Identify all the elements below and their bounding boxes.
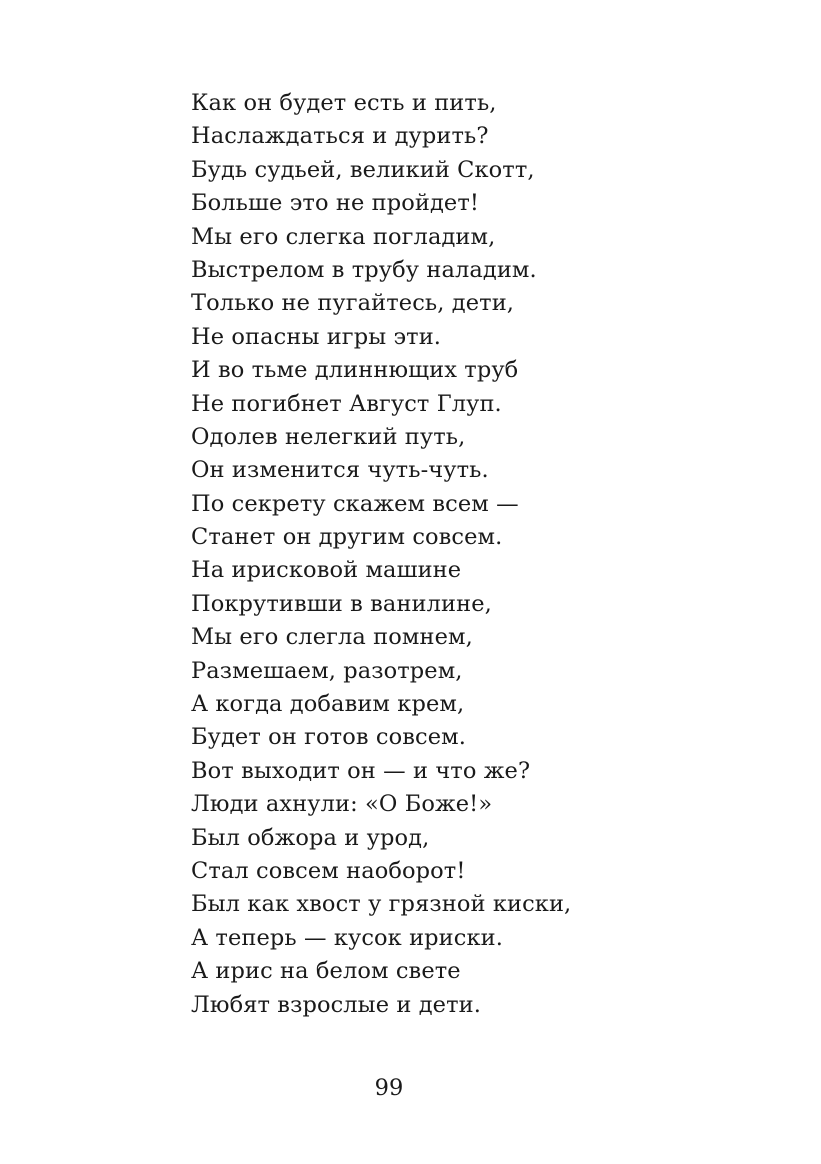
poem-line: Покрутивши в ванилине, [191, 590, 492, 617]
poem-line: Вот выходит он — и что же? [191, 757, 531, 784]
poem-line: Был как хвост у грязной киски, [191, 891, 572, 918]
poem-line: А ирис на белом свете [191, 958, 461, 985]
poem-line: Не опасны игры эти. [191, 323, 442, 350]
poem-line: А теперь — кусок ириски. [191, 924, 503, 951]
poem-line: Будет он готов совсем. [191, 724, 466, 751]
poem-line: Любят взрослые и дети. [191, 991, 481, 1018]
poem-line: Как он будет есть и пить, [191, 90, 497, 116]
poem-text [191, 87, 571, 1022]
poem-line: Размешаем, разотрем, [191, 657, 463, 684]
poem-line: Стал совсем наоборот! [191, 857, 466, 884]
poem-line: Больше это не пройдет! [191, 190, 480, 217]
poem-line: Станет он другим совсем. [191, 524, 503, 551]
poem-line: Наслаждаться и дурить? [191, 123, 489, 150]
poem-line: Не погибнет Август Глуп. [191, 390, 502, 417]
poem-line: Люди ахнули: «О Боже!» [191, 791, 493, 818]
poem-line: По секрету скажем всем — [191, 490, 519, 517]
poem-line: Был обжора и урод, [191, 824, 430, 851]
poem-line: А когда добавим крем, [191, 691, 465, 718]
poem-line: Одолев нелегкий путь, [191, 423, 466, 450]
poem-line: Выстрелом в трубу наладим. [191, 256, 537, 283]
poem-line: Только не пугайтесь, дети, [191, 290, 515, 317]
poem-line: И во тьме длиннющих труб [191, 357, 519, 384]
poem-line: Мы его слегла помнем, [191, 624, 473, 651]
poem-line: Мы его слегка погладим, [191, 223, 496, 250]
page-number: 99 [374, 1075, 404, 1101]
poem-line: Он изменится чуть-чуть. [191, 457, 489, 484]
poem-line: На ирисковой машине [191, 557, 462, 584]
poem-line: Будь судьей, великий Скотт, [191, 156, 535, 183]
